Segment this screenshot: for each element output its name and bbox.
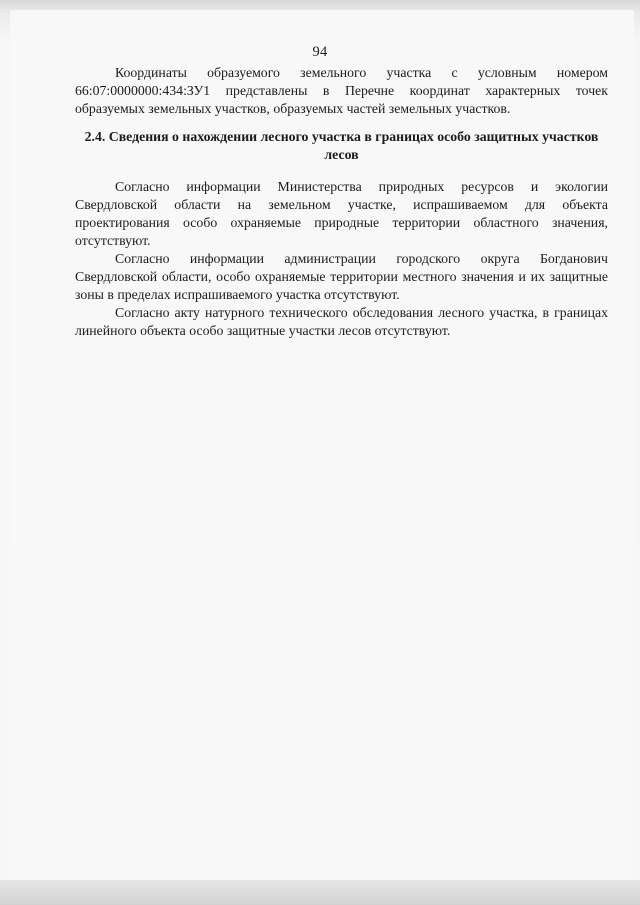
- paragraph-ministry-info: Согласно информации Министерства природных ресурсов и экологии Свердловской области на земельном участке, испрашиваемом для объекта проектирования особо охраняемые природные территории областного значения, отсутствуют.: [75, 179, 608, 248]
- section-heading: 2.4. Сведения о нахождении лесного участка в границах особо защитных участков лесов: [84, 129, 599, 162]
- page-number: 94: [312, 44, 328, 60]
- paragraph-coordinates: Координаты образуемого земельного участка с условным номером 66:07:0000000:434:ЗУ1 представлены в Перечне координат характерных точек образуемых земельных участков, образуемых частей земельных участков.: [75, 65, 608, 116]
- document-body: [75, 64, 608, 340]
- scan-bottom-edge: [0, 880, 640, 905]
- paragraph-inspection-act: Согласно акту натурного технического обследования лесного участка, в границах линейного объекта особо защитные участки лесов отсутствуют.: [75, 305, 608, 338]
- paragraph-administration-info: Согласно информации администрации городского округа Богданович Свердловской области, особо охраняемые территории местного значения и их защитные зоны в пределах испрашиваемого участка отсутствуют.: [75, 251, 608, 302]
